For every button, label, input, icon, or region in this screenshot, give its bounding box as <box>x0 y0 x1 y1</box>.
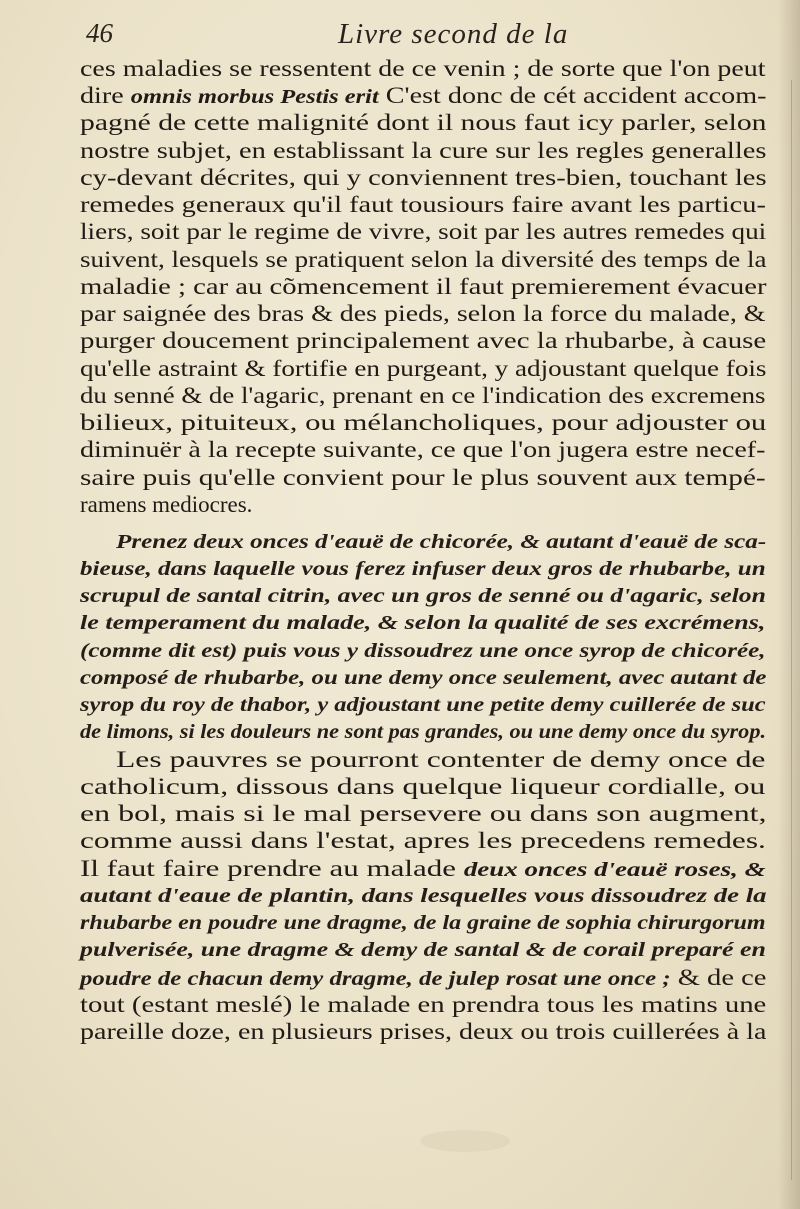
line-text: pareille doze, en plusieurs prises, deux ou trois cuillerées à la <box>80 1019 767 1044</box>
text-line <box>80 383 765 409</box>
body-text <box>80 56 766 1166</box>
text-line <box>80 83 766 109</box>
roman-span: & de ce <box>670 965 767 990</box>
text-line <box>80 492 252 518</box>
text-line <box>80 856 766 882</box>
text-line <box>80 328 766 354</box>
text-line <box>80 56 766 82</box>
text-line <box>80 219 766 245</box>
line-text: cy-devant décrites, qui y conviennent tres-bien, touchant les <box>80 165 767 190</box>
text-line <box>80 110 767 136</box>
text-line <box>80 192 766 218</box>
text-line <box>80 583 766 609</box>
text-line <box>80 965 766 991</box>
text-line <box>80 465 766 491</box>
text-line <box>80 301 766 327</box>
page-edge-shadow <box>778 0 800 1209</box>
line-text: suivent, lesquels se pratiquent selon la diversité des temps de la <box>80 247 767 272</box>
line-text: Les pauvres se pourront contenter de demy once de <box>116 747 766 772</box>
line-text: tout (estant meslé) le malade en prendra tous les matins une <box>80 992 767 1017</box>
text-line <box>80 719 766 745</box>
text-line <box>80 556 766 582</box>
line-text: (comme dit est) puis vous y dissoudrez une once syrop de chicorée, <box>80 640 766 662</box>
text-line <box>80 138 766 164</box>
line-text: de limons, si les douleurs ne sont pas grandes, ou une demy once du syrop. <box>80 721 767 743</box>
line-text: liers, soit par le regime de vivre, soit par les autres remedes qui <box>80 219 767 244</box>
line-text: par saignée des bras & des pieds, selon la force du malade, & <box>80 301 766 326</box>
text-line <box>80 828 766 854</box>
text-line <box>80 638 766 664</box>
line-text: saire puis qu'elle convient pour le plus souvent aux tempé- <box>80 465 766 490</box>
text-line <box>80 774 765 800</box>
line-text: remedes generaux qu'il faut tousiours faire avant les particu- <box>80 192 766 217</box>
line-text: diminuër à la recepte suivante, ce que l'on jugera estre necef- <box>80 437 766 462</box>
text-line <box>80 665 766 691</box>
line-text: maladie ; car au cõmencement il faut premierement évacuer <box>80 274 767 299</box>
text-line <box>80 1019 766 1045</box>
text-line <box>80 992 766 1018</box>
text-line <box>116 747 765 773</box>
line-text: bilieux, pituiteux, ou mélancholiques, pour adjouster ou <box>80 410 767 435</box>
text-line <box>80 356 766 382</box>
line-text: bieuse, dans laquelle vous ferez infuser deux gros de rhubarbe, un <box>80 558 766 580</box>
line-text: composé de rhubarbe, ou une demy once seulement, avec autant de <box>80 667 767 689</box>
text-line <box>80 410 766 436</box>
italic-span: deux onces d'eauë roses, & <box>463 859 766 881</box>
line-text: purger doucement principalement avec la rhubarbe, à cause <box>80 328 767 353</box>
italic-span: omnis morbus Pestis erit <box>130 86 379 108</box>
text-line <box>80 247 767 273</box>
text-line <box>80 274 767 300</box>
roman-span: Il faut faire prendre au malade <box>80 856 464 881</box>
line-text: le temperament du malade, & selon la qualité de ses excrémens, <box>80 612 766 634</box>
text-line <box>80 801 767 827</box>
line-text: autant d'eaue de plantin, dans lesquelles vous dissoudrez de la <box>80 885 767 907</box>
line-text: qu'elle astraint & fortifie en purgeant, y adjoustant quelque fois <box>80 356 767 381</box>
text-line <box>80 165 767 191</box>
line-text: nostre subjet, en establissant la cure sur les regles generalles <box>80 138 767 163</box>
text-line <box>80 610 765 636</box>
running-head: Livre second de la <box>338 18 569 50</box>
roman-span: C'est donc de cét accident accom- <box>378 83 767 108</box>
text-line <box>80 937 766 963</box>
line-text: comme aussi dans l'estat, apres les precedens remedes. <box>80 828 766 853</box>
line-text: du senné & de l'agaric, prenant en ce l'indication des excremens <box>80 383 766 408</box>
text-line <box>80 692 766 718</box>
text-line <box>80 883 767 909</box>
roman-span: dire <box>80 83 131 108</box>
text-line <box>80 437 766 463</box>
line-text: Prenez deux onces d'eauë de chicorée, & autant d'eauë de sca- <box>116 531 767 553</box>
line-text: scrupul de santal citrin, avec un gros de senné ou d'agaric, selon <box>80 585 766 607</box>
page-edge-line <box>791 80 792 1180</box>
line-text: ces maladies se ressentent de ce venin ; de sorte que l'on peut <box>80 56 766 81</box>
line-text: poudre de chacun demy dragme, de julep rosat une once ; <box>80 968 671 990</box>
page-number: 46 <box>86 18 113 48</box>
line-text: en bol, mais si le mal persevere ou dans son augment, <box>80 801 767 826</box>
page-header <box>86 18 760 58</box>
text-line <box>116 529 766 555</box>
text-line <box>80 910 766 936</box>
line-text: pulverisée, une dragme & demy de santal & de corail preparé en <box>80 939 766 961</box>
line-text: ramens mediocres. <box>80 492 253 517</box>
line-text: syrop du roy de thabor, y adjoustant une petite demy cuillerée de suc <box>80 694 766 716</box>
line-text: catholicum, dissous dans quelque liqueur cordialle, ou <box>80 774 766 799</box>
line-text: rhubarbe en poudre une dragme, de la graine de sophia chirurgorum <box>80 912 766 934</box>
line-text: pagné de cette malignité dont il nous faut icy parler, selon <box>80 110 767 135</box>
